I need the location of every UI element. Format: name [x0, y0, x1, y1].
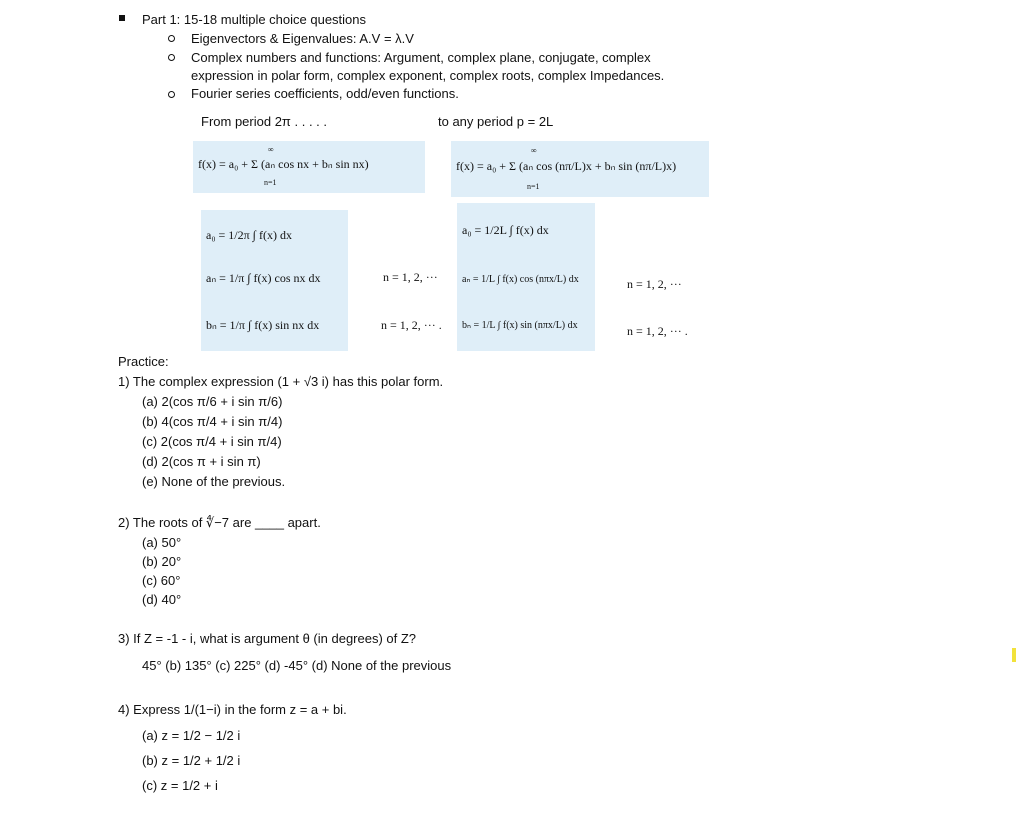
part1-heading: Part 1: 15-18 multiple choice questions [142, 12, 367, 27]
sum-upper-limit: ∞ [531, 146, 537, 155]
q2-option-b: (b) 20° [142, 554, 182, 569]
bn-formula-2pi: bₙ = 1/π ∫ f(x) sin nx dx [206, 318, 320, 332]
an-formula-2pi: aₙ = 1/π ∫ f(x) cos nx dx [206, 271, 321, 285]
bn-range-2pi: n = 1, 2, ··· . [381, 318, 442, 332]
q4-option-c: (c) z = 1/2 + i [142, 778, 218, 793]
q1-option-e: (e) None of the previous. [142, 474, 286, 489]
yellow-marker [1012, 648, 1016, 662]
q1-option-c: (c) 2(cos π/4 + i sin π/4) [142, 434, 282, 449]
from-period-label: From period 2π . . . . . [201, 114, 328, 129]
sum-lower-limit: n=1 [527, 182, 540, 191]
q3-stem: 3) If Z = -1 - i, what is argument θ (in degrees) of Z? [118, 631, 417, 646]
series-box-2pi [193, 141, 425, 193]
q1-option-b: (b) 4(cos π/4 + i sin π/4) [142, 414, 283, 429]
topic-complex-line2: expression in polar form, complex exponent, complex roots, complex Impedances. [191, 68, 665, 83]
an-range-2pi: n = 1, 2, ··· [383, 270, 438, 284]
circle-bullet-icon [168, 54, 175, 61]
practice-title: Practice: [118, 354, 169, 369]
circle-bullet-icon [168, 35, 175, 42]
an-range-2L: n = 1, 2, ··· [627, 277, 682, 291]
q3-options: 45° (b) 135° (c) 225° (d) -45° (d) None of the previous [142, 658, 452, 673]
q2-stem: 2) The roots of ∜−7 are ____ apart. [118, 515, 321, 530]
coefficients-box-2L [457, 203, 595, 351]
q1-option-a: (a) 2(cos π/6 + i sin π/6) [142, 394, 283, 409]
q1-option-d: (d) 2(cos π + i sin π) [142, 454, 261, 469]
sum-upper-limit: ∞ [268, 145, 274, 154]
a0-formula-2L: a₀ = 1/2L ∫ f(x) dx [462, 223, 549, 237]
an-formula-2L: aₙ = 1/L ∫ f(x) cos (nπx/L) dx [462, 274, 579, 285]
q2-option-c: (c) 60° [142, 573, 181, 588]
q1-stem: 1) The complex expression (1 + √3 i) has this polar form. [118, 374, 444, 389]
coefficients-box-2pi [201, 210, 348, 351]
to-period-label: to any period p = 2L [438, 114, 554, 129]
q4-option-a: (a) z = 1/2 − 1/2 i [142, 728, 241, 743]
topic-complex-line1: Complex numbers and functions: Argument, complex plane, conjugate, complex [191, 50, 651, 65]
series-box-2L [451, 141, 709, 197]
topic-fourier: Fourier series coefficients, odd/even functions. [191, 86, 459, 101]
series-2pi: f(x) = a₀ + Σ (aₙ cos nx + bₙ sin nx) [198, 157, 369, 171]
series-2L: f(x) = a₀ + Σ (aₙ cos (nπ/L)x + bₙ sin (nπ/L)x) [456, 159, 677, 173]
q4-option-b: (b) z = 1/2 + 1/2 i [142, 753, 241, 768]
a0-formula-2pi: a₀ = 1/2π ∫ f(x) dx [206, 228, 292, 242]
bn-range-2L: n = 1, 2, ··· . [627, 324, 688, 338]
bn-formula-2L: bₙ = 1/L ∫ f(x) sin (nπx/L) dx [462, 320, 578, 331]
circle-bullet-icon [168, 91, 175, 98]
square-bullet-icon [119, 15, 125, 21]
sum-lower-limit: n=1 [264, 178, 277, 187]
topic-eigen: Eigenvectors & Eigenvalues: A.V = λ.V [191, 31, 414, 46]
q4-stem: 4) Express 1/(1−i) in the form z = a + bi. [118, 702, 347, 717]
q2-option-a: (a) 50° [142, 535, 182, 550]
q2-option-d: (d) 40° [142, 592, 182, 607]
